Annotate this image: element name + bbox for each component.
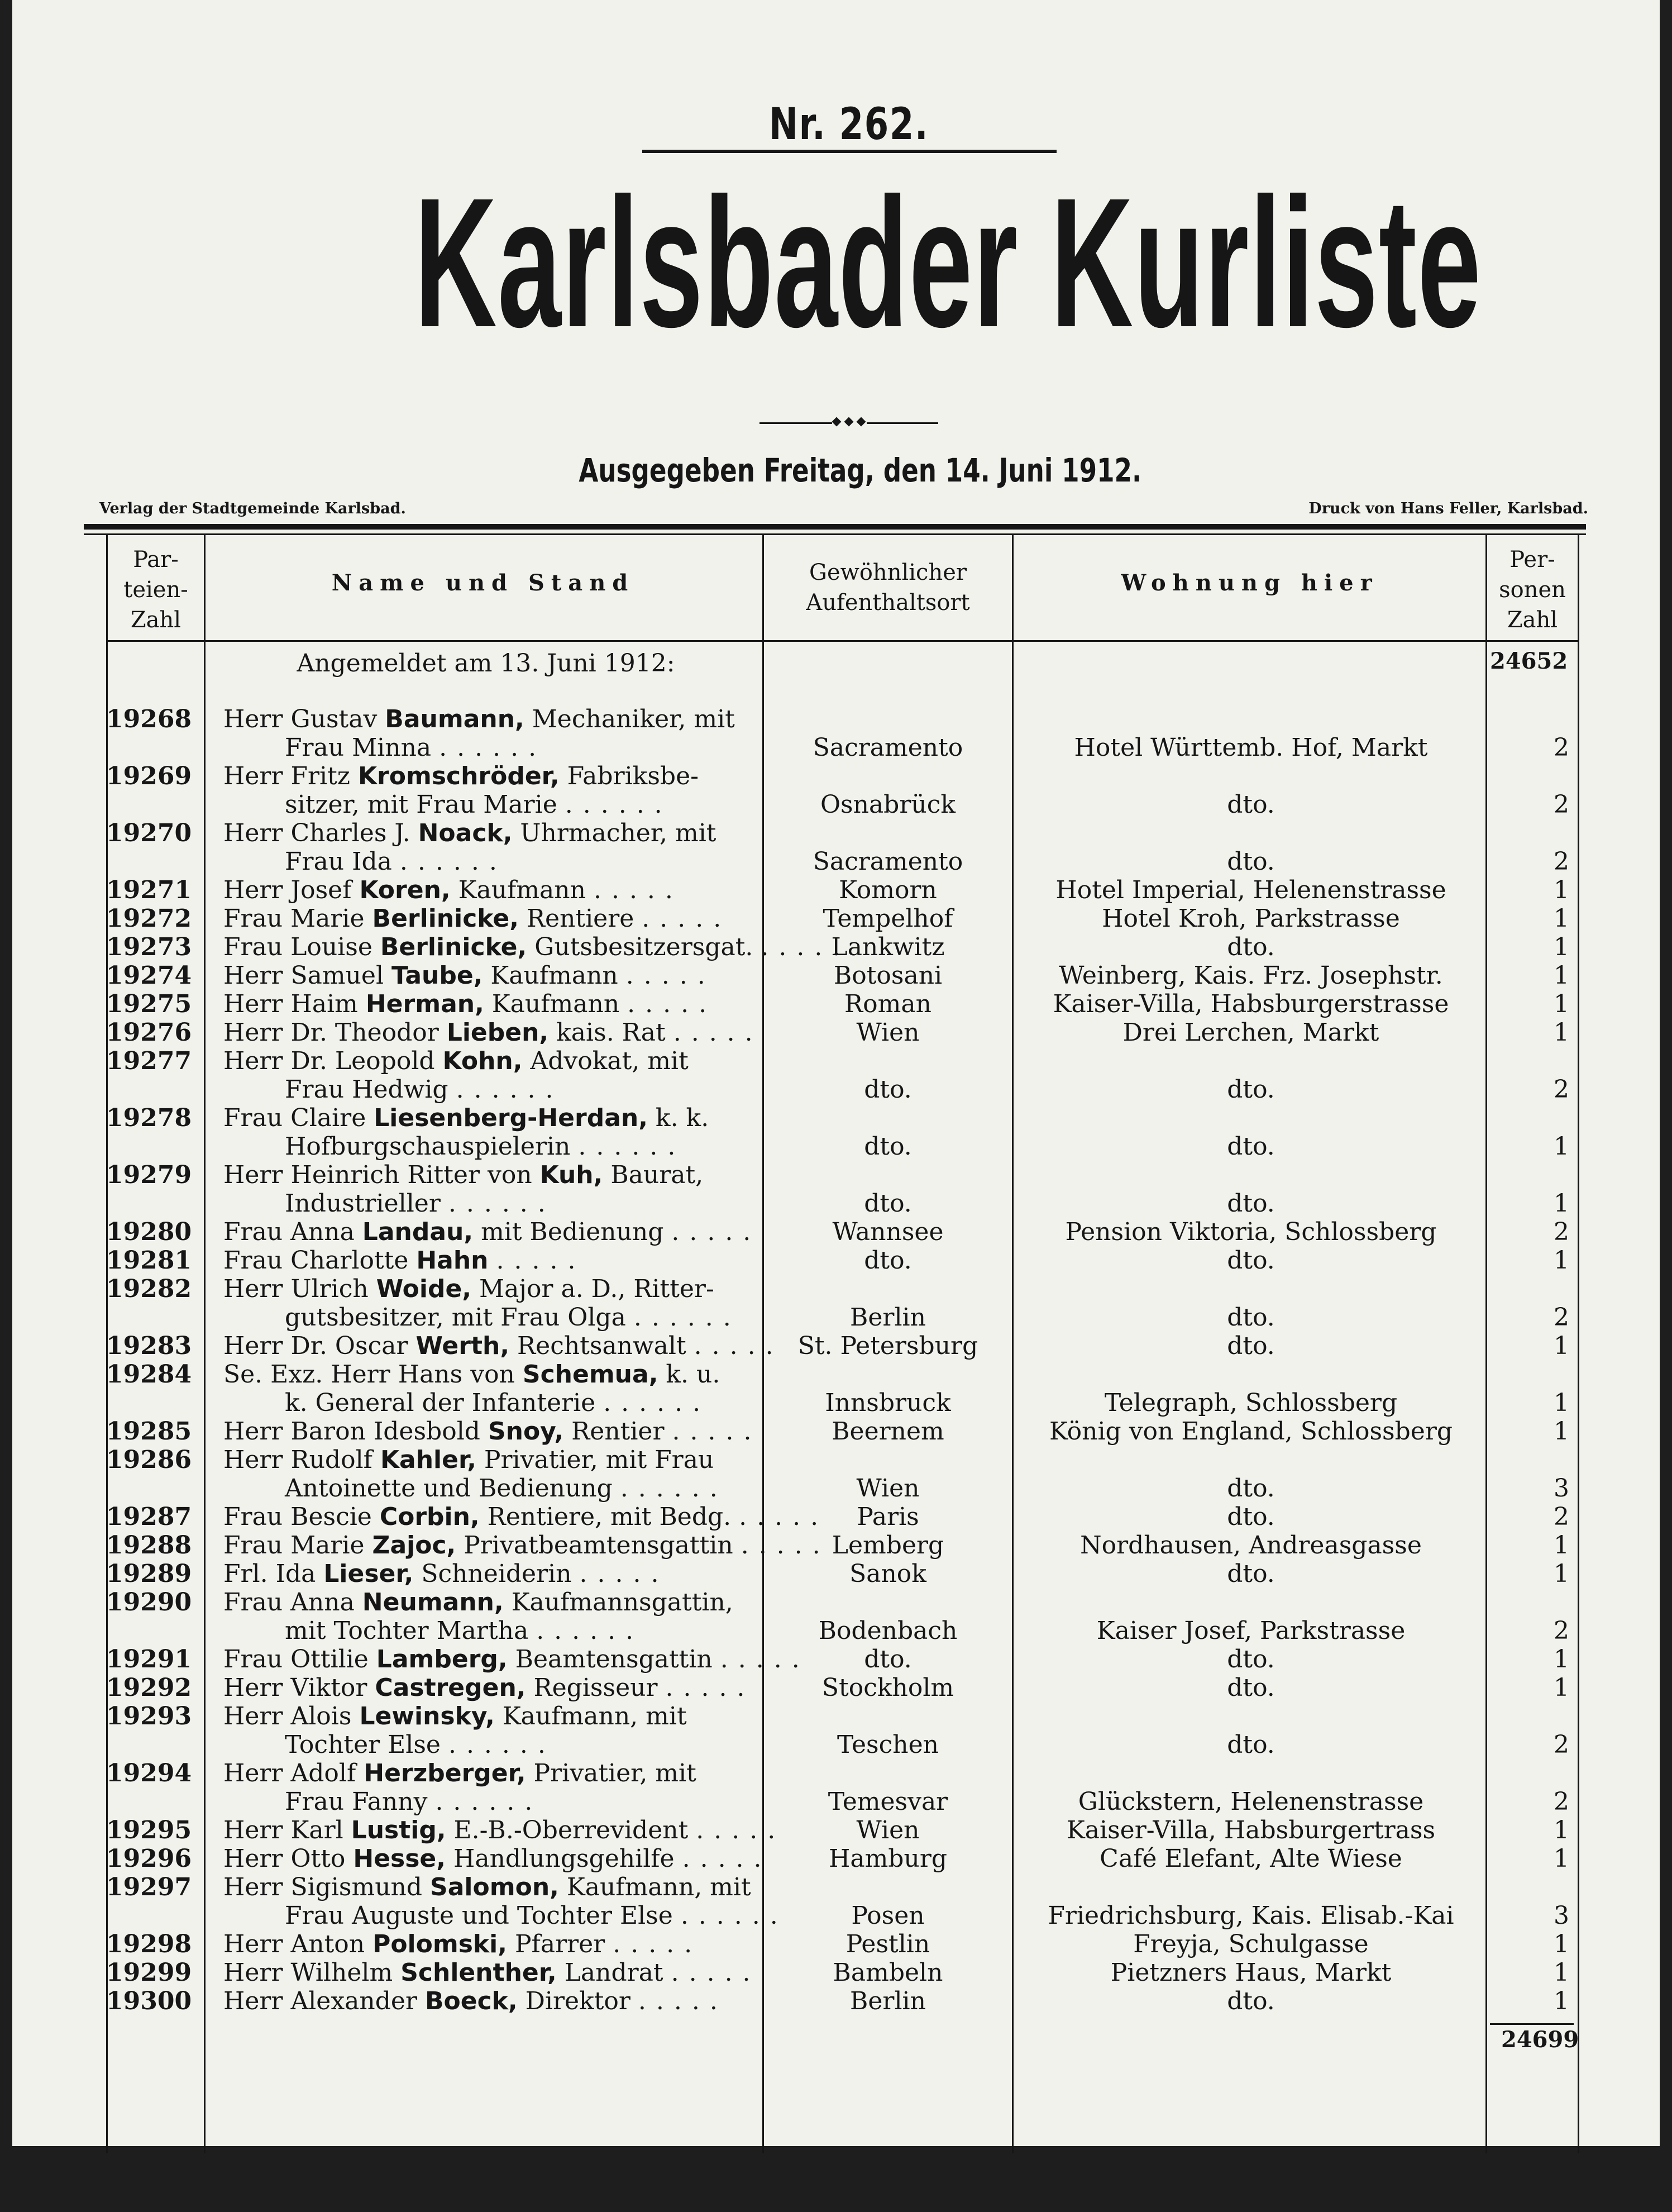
residence: dto. xyxy=(1227,1645,1275,1674)
party-number: 19291 xyxy=(106,1645,192,1674)
guest-entry: Frau Marie Berlinicke, Rentiere ..... xyxy=(223,904,732,933)
guest-entry: Herr Dr. Leopold Kohn, Advokat, mit Frau Hedwig ...... xyxy=(223,1047,689,1104)
person-count: 1 xyxy=(1554,1132,1569,1161)
party-number: 19281 xyxy=(106,1246,192,1275)
party-number: 19292 xyxy=(106,1674,192,1702)
table-row xyxy=(0,1417,1672,1446)
origin-place: Bambeln xyxy=(833,1958,943,1987)
party-number: 19289 xyxy=(106,1560,192,1588)
table-row xyxy=(0,1503,1672,1531)
person-count: 2 xyxy=(1554,1730,1569,1759)
origin-place: Pestlin xyxy=(845,1930,930,1958)
guest-surname: Kuh, xyxy=(539,1161,603,1189)
party-number: 19268 xyxy=(106,705,192,733)
guest-surname: Zajoc, xyxy=(372,1531,456,1560)
guest-surname: Berlinicke, xyxy=(380,933,527,961)
residence: Telegraph, Schlossberg xyxy=(1104,1389,1398,1417)
party-number: 19297 xyxy=(106,1873,192,1901)
ornament-divider xyxy=(759,418,938,429)
guest-surname: Landau, xyxy=(362,1218,474,1246)
party-number: 19299 xyxy=(106,1958,192,1987)
header-origin: Gewöhnlicher Aufenthaltsort xyxy=(806,560,970,616)
table-row xyxy=(0,1560,1672,1588)
table-row xyxy=(0,1446,1672,1503)
origin-place: dto. xyxy=(864,1645,912,1674)
table-row xyxy=(0,1930,1672,1958)
party-number: 19288 xyxy=(106,1531,192,1560)
guest-surname: Noack, xyxy=(418,819,513,847)
person-count: 1 xyxy=(1554,1531,1569,1560)
party-number: 19269 xyxy=(106,762,192,790)
guest-entry: Herr Alois Lewinsky, Kaufmann, mit Tochter Else ...... xyxy=(223,1702,687,1759)
origin-place: Paris xyxy=(857,1503,919,1531)
residence: dto. xyxy=(1227,1987,1275,2015)
header-name: Name und Stand xyxy=(331,570,635,596)
issue-number-rule xyxy=(642,150,1057,153)
party-number: 19279 xyxy=(106,1161,192,1189)
header-bottom-rule xyxy=(106,640,1579,642)
party-number: 19285 xyxy=(106,1417,192,1446)
guest-surname: Kahler, xyxy=(380,1446,476,1474)
party-number: 19284 xyxy=(106,1360,192,1389)
party-number: 19270 xyxy=(106,819,192,847)
origin-place: Bodenbach xyxy=(818,1617,958,1645)
residence: Glückstern, Helenenstrasse xyxy=(1078,1787,1424,1816)
residence: dto. xyxy=(1227,933,1275,961)
person-count: 2 xyxy=(1554,1075,1569,1104)
party-number: 19296 xyxy=(106,1844,192,1873)
origin-place: Lankwitz xyxy=(831,933,945,961)
party-number: 19278 xyxy=(106,1104,192,1132)
party-number: 19295 xyxy=(106,1816,192,1844)
party-number: 19274 xyxy=(106,961,192,990)
table-row xyxy=(0,961,1672,990)
person-count: 2 xyxy=(1554,847,1569,876)
person-count: 2 xyxy=(1554,1503,1569,1531)
origin-place: Innsbruck xyxy=(825,1389,951,1417)
guest-entry: Herr Alexander Boeck, Direktor ..... xyxy=(223,1987,728,2015)
residence: dto. xyxy=(1227,1246,1275,1275)
header-persons: Per- sonen Zahl xyxy=(1499,547,1566,633)
person-count: 1 xyxy=(1554,1389,1569,1417)
person-count: 2 xyxy=(1554,1787,1569,1816)
person-count: 3 xyxy=(1554,1901,1569,1930)
residence: Weinberg, Kais. Frz. Josephstr. xyxy=(1059,961,1443,990)
table-row xyxy=(0,1645,1672,1674)
guest-surname: Kohn, xyxy=(442,1047,523,1075)
table-row xyxy=(0,1104,1672,1161)
origin-place: Sacramento xyxy=(813,847,963,876)
party-number: 19287 xyxy=(106,1503,192,1531)
residence: Freyja, Schulgasse xyxy=(1133,1930,1369,1958)
person-count: 1 xyxy=(1554,1816,1569,1844)
total-rule xyxy=(1490,2023,1574,2025)
header-rule-thin xyxy=(84,533,1586,535)
guest-entry: Frau Louise Berlinicke, Gutsbesitzersgat. ..... xyxy=(223,933,851,961)
residence: Hotel Württemb. Hof, Markt xyxy=(1074,733,1428,762)
residence: Hotel Kroh, Parkstrasse xyxy=(1102,904,1400,933)
guest-entry: Herr Wilhelm Schlenther, Landrat ..... xyxy=(223,1958,761,1987)
party-number: 19298 xyxy=(106,1930,192,1958)
header-rule-thick xyxy=(84,524,1586,530)
person-count: 1 xyxy=(1554,1417,1569,1446)
table-row xyxy=(0,1246,1672,1275)
person-count: 1 xyxy=(1554,990,1569,1018)
residence: dto. xyxy=(1227,1560,1275,1588)
origin-place: Temesvar xyxy=(828,1787,948,1816)
guest-surname: Herman, xyxy=(365,990,484,1018)
guest-entry: Herr Heinrich Ritter von Kuh, Baurat, Industrieller ...... xyxy=(223,1161,704,1218)
guest-surname: Lieser, xyxy=(323,1560,414,1588)
residence: dto. xyxy=(1227,1674,1275,1702)
origin-place: Teschen xyxy=(837,1730,939,1759)
residence: dto. xyxy=(1227,1503,1275,1531)
residence: dto. xyxy=(1227,1189,1275,1218)
header-party-number: Par- teien- Zahl xyxy=(123,547,188,633)
table-row xyxy=(0,1047,1672,1104)
residence: Kaiser-Villa, Habsburgerstrasse xyxy=(1053,990,1449,1018)
origin-place: Tempelhof xyxy=(823,904,953,933)
residence: König von England, Schlossberg xyxy=(1049,1417,1453,1446)
party-number: 19280 xyxy=(106,1218,192,1246)
guest-entry: Herr Ulrich Woide, Major a. D., Ritter- gutsbesitzer, mit Frau Olga ...... xyxy=(223,1275,741,1332)
header-residence: Wohnung hier xyxy=(1121,570,1379,596)
party-number: 19290 xyxy=(106,1588,192,1617)
residence: Pietzners Haus, Markt xyxy=(1110,1958,1392,1987)
guest-surname: Neumann, xyxy=(362,1588,504,1617)
person-count: 1 xyxy=(1554,933,1569,961)
table-row xyxy=(0,876,1672,904)
guest-surname: Lewinsky, xyxy=(359,1702,495,1730)
table-row xyxy=(0,904,1672,933)
guest-entry: Herr Sigismund Salomon, Kaufmann, mit Frau Auguste und Tochter Else ...... xyxy=(223,1873,788,1930)
residence: Kaiser-Villa, Habsburgertrass xyxy=(1066,1816,1436,1844)
guest-surname: Polomski, xyxy=(372,1930,507,1958)
guest-surname: Salomon, xyxy=(430,1873,559,1901)
origin-place: Posen xyxy=(851,1901,925,1930)
person-count: 2 xyxy=(1554,790,1569,819)
guest-surname: Lieben, xyxy=(446,1018,549,1047)
person-count: 2 xyxy=(1554,733,1569,762)
person-count: 1 xyxy=(1554,1189,1569,1218)
running-total-start: 24652 xyxy=(1490,648,1568,674)
guest-surname: Woide, xyxy=(376,1275,472,1303)
party-number: 19283 xyxy=(106,1332,192,1360)
party-number: 19271 xyxy=(106,876,192,904)
origin-place: Roman xyxy=(844,990,931,1018)
table-row xyxy=(0,1332,1672,1360)
guest-entry: Herr Josef Koren, Kaufmann ..... xyxy=(223,876,683,904)
guest-surname: Werth, xyxy=(415,1332,510,1360)
guest-entry: Herr Otto Hesse, Handlungsgehilfe ..... xyxy=(223,1844,772,1873)
person-count: 1 xyxy=(1554,1844,1569,1873)
guest-entry: Herr Haim Herman, Kaufmann ..... xyxy=(223,990,717,1018)
table-row xyxy=(0,1702,1672,1759)
publisher-note: Verlag der Stadtgemeinde Karlsbad. xyxy=(99,500,406,517)
person-count: 1 xyxy=(1554,1332,1569,1360)
person-count: 1 xyxy=(1554,1958,1569,1987)
table-row xyxy=(0,933,1672,961)
origin-place: Sacramento xyxy=(813,733,963,762)
guest-entry: Herr Dr. Oscar Werth, Rechtsanwalt ..... xyxy=(223,1332,784,1360)
person-count: 1 xyxy=(1554,961,1569,990)
guest-surname: Baumann, xyxy=(385,705,524,733)
guest-entry: Herr Viktor Castregen, Regisseur ..... xyxy=(223,1674,755,1702)
origin-place: Beernem xyxy=(832,1417,944,1446)
guest-surname: Berlinicke, xyxy=(372,904,519,933)
residence: dto. xyxy=(1227,790,1275,819)
masthead-title: Karlsbader Kurliste xyxy=(414,159,1482,365)
party-number: 19293 xyxy=(106,1702,192,1730)
table-row xyxy=(0,1759,1672,1816)
person-count: 1 xyxy=(1554,1560,1569,1588)
table-row xyxy=(0,1218,1672,1246)
residence: dto. xyxy=(1227,1132,1275,1161)
guest-surname: Taube, xyxy=(391,961,483,990)
guest-surname: Koren, xyxy=(359,876,451,904)
origin-place: Wien xyxy=(856,1018,920,1047)
residence: Drei Lerchen, Markt xyxy=(1122,1018,1379,1047)
residence: dto. xyxy=(1227,1075,1275,1104)
guest-surname: Kromschröder, xyxy=(357,762,560,790)
table-row xyxy=(0,705,1672,762)
party-number: 19294 xyxy=(106,1759,192,1787)
guest-entry: Frau Marie Zajoc, Privatbeamtensgattin ..... xyxy=(223,1531,830,1560)
guest-surname: Lamberg, xyxy=(376,1645,508,1674)
person-count: 1 xyxy=(1554,904,1569,933)
issue-date: Ausgegeben Freitag, den 14. Juni 1912. xyxy=(579,451,1142,489)
origin-place: dto. xyxy=(864,1189,912,1218)
table-row xyxy=(0,1844,1672,1873)
table-row xyxy=(0,1161,1672,1218)
residence: dto. xyxy=(1227,1332,1275,1360)
table-row xyxy=(0,1958,1672,1987)
party-number: 19275 xyxy=(106,990,192,1018)
guest-entry: Herr Adolf Herzberger, Privatier, mit Frau Fanny ...... xyxy=(223,1759,696,1816)
guest-entry: Herr Fritz Kromschröder, Fabriksbe- sitzer, mit Frau Marie ...... xyxy=(223,762,699,819)
residence: Café Elefant, Alte Wiese xyxy=(1100,1844,1402,1873)
residence: dto. xyxy=(1227,1730,1275,1759)
origin-place: Berlin xyxy=(850,1303,926,1332)
person-count: 3 xyxy=(1554,1474,1569,1503)
origin-place: Osnabrück xyxy=(820,790,956,819)
party-number: 19282 xyxy=(106,1275,192,1303)
origin-place: dto. xyxy=(864,1246,912,1275)
table-row xyxy=(0,1531,1672,1560)
issue-number: Nr. 262. xyxy=(768,99,929,150)
person-count: 2 xyxy=(1554,1218,1569,1246)
guest-entry: Herr Rudolf Kahler, Privatier, mit Frau Antoinette und Bedienung ...... xyxy=(223,1446,728,1503)
guest-surname: Corbin, xyxy=(379,1503,480,1531)
residence: Hotel Imperial, Helenenstrasse xyxy=(1055,876,1446,904)
origin-place: Komorn xyxy=(839,876,937,904)
guest-surname: Hahn xyxy=(416,1246,489,1275)
origin-place: Botosani xyxy=(833,961,943,990)
registration-date: Angemeldet am 13. Juni 1912: xyxy=(297,649,675,678)
guest-surname: Castregen, xyxy=(375,1674,526,1702)
origin-place: Lemberg xyxy=(832,1531,944,1560)
residence: Pension Viktoria, Schlossberg xyxy=(1065,1218,1437,1246)
origin-place: St. Petersburg xyxy=(797,1332,978,1360)
person-count: 1 xyxy=(1554,1246,1569,1275)
person-count: 2 xyxy=(1554,1303,1569,1332)
guest-surname: Schemua, xyxy=(522,1360,658,1389)
person-count: 1 xyxy=(1554,1987,1569,2015)
guest-entry: Frau Ottilie Lamberg, Beamtensgattin ..... xyxy=(223,1645,810,1674)
printer-note: Druck von Hans Feller, Karlsbad. xyxy=(1308,500,1588,517)
guest-entry: Frau Charlotte Hahn ..... xyxy=(223,1246,586,1275)
guest-entry: Frau Bescie Corbin, Rentiere, mit Bedg. ..... xyxy=(223,1503,829,1531)
table-row xyxy=(0,819,1672,876)
guest-entry: Herr Charles J. Noack, Uhrmacher, mit Frau Ida ...... xyxy=(223,819,716,876)
person-count: 1 xyxy=(1554,876,1569,904)
person-count: 2 xyxy=(1554,1617,1569,1645)
table-row xyxy=(0,1588,1672,1645)
table-row xyxy=(0,1816,1672,1844)
guest-entry: Frau Anna Landau, mit Bedienung ..... xyxy=(223,1218,761,1246)
scan-border xyxy=(0,2146,1672,2212)
party-number: 19276 xyxy=(106,1018,192,1047)
guest-entry: Herr Dr. Theodor Lieben, kais. Rat ..... xyxy=(223,1018,763,1047)
table-row xyxy=(0,1987,1672,2015)
person-count: 1 xyxy=(1554,1018,1569,1047)
residence: dto. xyxy=(1227,1474,1275,1503)
guest-entry: Herr Anton Polomski, Pfarrer ..... xyxy=(223,1930,703,1958)
guest-entry: Herr Gustav Baumann, Mechaniker, mit Frau Minna ...... xyxy=(223,705,735,762)
origin-place: Wannsee xyxy=(832,1218,944,1246)
guest-entry: Frl. Ida Lieser, Schneiderin ..... xyxy=(223,1560,669,1588)
guest-entry: Frau Claire Liesenberg-Herdan, k. k. Hofburgschauspielerin ...... xyxy=(223,1104,709,1161)
guest-entry: Herr Karl Lustig, E.-B.-Oberrevident ..... xyxy=(223,1816,786,1844)
guest-surname: Herzberger, xyxy=(364,1759,526,1787)
table-row xyxy=(0,1360,1672,1417)
residence: Nordhausen, Andreasgasse xyxy=(1080,1531,1422,1560)
guest-surname: Schlenther, xyxy=(400,1958,557,1987)
origin-place: Berlin xyxy=(850,1987,926,2015)
running-total-end: 24699 xyxy=(1501,2027,1579,2053)
residence: Kaiser Josef, Parkstrasse xyxy=(1096,1617,1406,1645)
party-number: 19273 xyxy=(106,933,192,961)
residence: dto. xyxy=(1227,847,1275,876)
table-row xyxy=(0,1275,1672,1332)
table-row xyxy=(0,762,1672,819)
origin-place: Sanok xyxy=(849,1560,926,1588)
table-row xyxy=(0,1674,1672,1702)
person-count: 1 xyxy=(1554,1645,1569,1674)
guest-surname: Boeck, xyxy=(424,1987,518,2015)
person-count: 1 xyxy=(1554,1674,1569,1702)
guest-entry: Frau Anna Neumann, Kaufmannsgattin, mit Tochter Martha ...... xyxy=(223,1588,733,1645)
guest-entry: Se. Exz. Herr Hans von Schemua, k. u. k. General der Infanterie ...... xyxy=(223,1360,720,1417)
guest-surname: Hesse, xyxy=(353,1844,446,1873)
guest-surname: Lustig, xyxy=(351,1816,446,1844)
origin-place: dto. xyxy=(864,1132,912,1161)
guest-entry: Herr Baron Idesbold Snoy, Rentier ..... xyxy=(223,1417,762,1446)
person-count: 1 xyxy=(1554,1930,1569,1958)
party-number: 19277 xyxy=(106,1047,192,1075)
origin-place: Stockholm xyxy=(821,1674,954,1702)
origin-place: Wien xyxy=(856,1816,920,1844)
origin-place: dto. xyxy=(864,1075,912,1104)
party-number: 19272 xyxy=(106,904,192,933)
guest-entry: Herr Samuel Taube, Kaufmann ..... xyxy=(223,961,715,990)
origin-place: Hamburg xyxy=(828,1844,948,1873)
residence: dto. xyxy=(1227,1303,1275,1332)
origin-place: Wien xyxy=(856,1474,920,1503)
residence: Friedrichsburg, Kais. Elisab.-Kai xyxy=(1048,1901,1454,1930)
table-row xyxy=(0,1873,1672,1930)
table-row xyxy=(0,1018,1672,1047)
party-number: 19286 xyxy=(106,1446,192,1474)
table-row xyxy=(0,990,1672,1018)
party-number: 19300 xyxy=(106,1987,192,2015)
guest-surname: Liesenberg-Herdan, xyxy=(374,1104,648,1132)
guest-surname: Snoy, xyxy=(488,1417,564,1446)
